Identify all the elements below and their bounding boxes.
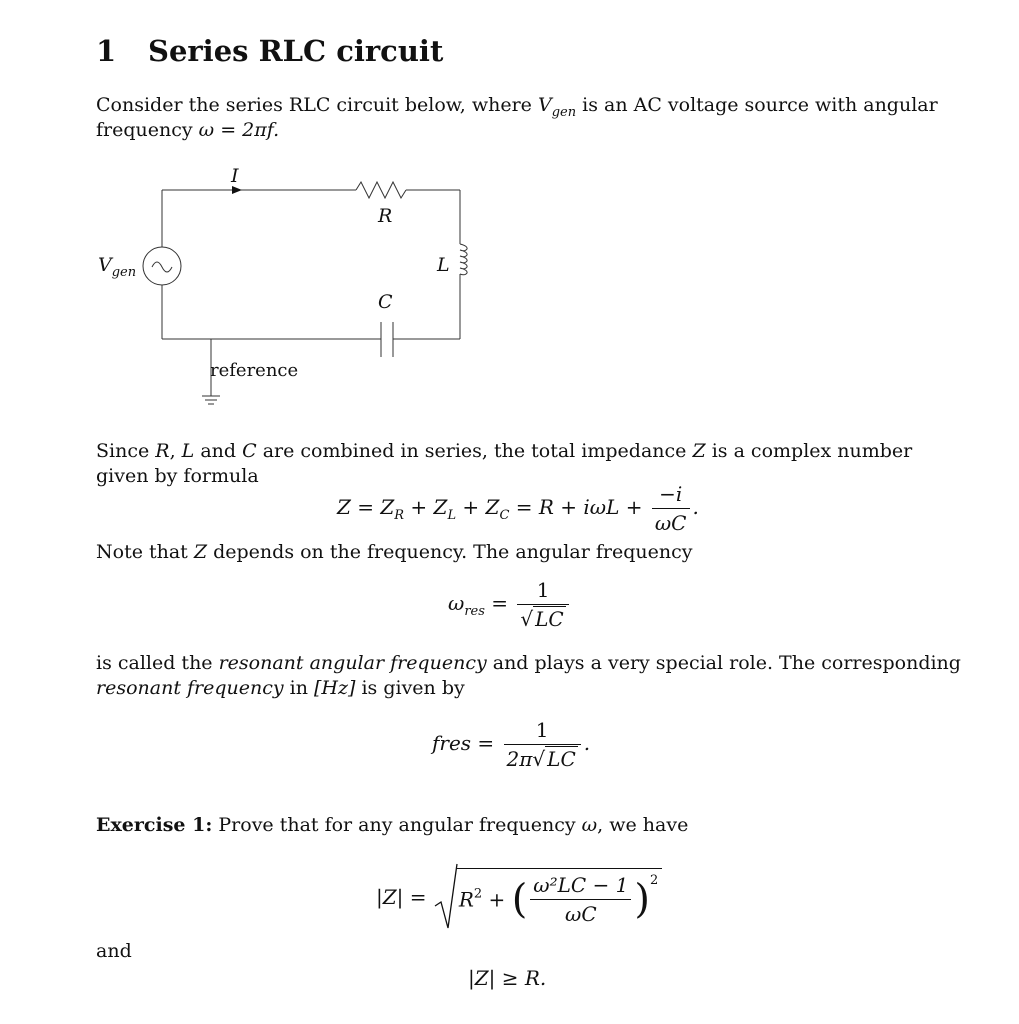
note-line: Note that Z depends on the frequency. The angular frequency (96, 541, 693, 563)
sqrt-radicand: $R^2$ + ( $\frac{\text{ω²LC − 1}}{\omega C}$ )$^2$ (457, 868, 662, 926)
current-arrow-icon (232, 186, 242, 194)
vgen-symbol: $V_{gen}$ (537, 94, 577, 120)
omega-res-fraction: $\frac{1}{√ LC}$ (517, 578, 568, 631)
inductor-symbol (460, 244, 467, 275)
paren-close: ) (634, 876, 651, 923)
capacitor-label: C (378, 291, 393, 313)
sqrt-sign-icon (433, 862, 459, 932)
paren-open: ( (511, 876, 528, 923)
inequality: |Z| ≥ R. (468, 966, 547, 990)
omega-definition: ω = 2πf. (198, 119, 280, 141)
section-number: 1 (96, 34, 117, 68)
section-title: Series RLC circuit (148, 34, 444, 68)
modz-equation: $|Z| = R^2$ + ( $\frac{\text{ω²LC − 1}}{\omega C}$ )$^2$ (376, 862, 662, 932)
impedance-equation: $Z = Z_R + Z_L + Z_C = R + i\omega L$ + $\frac{-i}{\omega C}$ . (337, 482, 699, 535)
modz-fraction: $\frac{\text{ω²LC − 1}}{\omega C}$ (530, 873, 631, 926)
impedance-fraction: $\frac{-i}{\omega C}$ (652, 482, 690, 535)
intro-text: is an AC voltage source with angular (576, 94, 938, 116)
resistor-label: R (378, 205, 393, 227)
omega-res-equation: $\omega_{res}$ = $\frac{1}{√ LC}$ (448, 578, 572, 631)
resistor-symbol (356, 182, 406, 198)
inductor-label: L (437, 254, 450, 276)
impedance-line-2: given by formula (96, 465, 259, 487)
intro-text: Consider the series RLC circuit below, where (96, 94, 538, 116)
exercise-label: Exercise 1: (96, 814, 213, 836)
intro-text: frequency (96, 119, 199, 141)
resonant-line-1: is called the resonant angular frequency and plays a very special role. The corresponding (96, 652, 961, 674)
and-word: and (96, 940, 132, 962)
exercise-line: Exercise 1: Prove that for any angular frequency ω, we have (96, 814, 689, 836)
ground-label: reference (210, 360, 299, 381)
ac-sine-glyph (152, 262, 172, 272)
source-label: $V_{gen}$ (98, 254, 137, 280)
fres-equation: fres = $\frac{1}{2\pi√ LC}$ . (432, 718, 591, 771)
fres-fraction: $\frac{1}{2\pi√ LC}$ (504, 718, 581, 771)
current-label: I (231, 165, 239, 187)
resonant-line-2: resonant frequency in [Hz] is given by (96, 677, 465, 699)
impedance-line-1: Since R, L and C are combined in series, the total impedance Z is a complex number (96, 440, 913, 462)
